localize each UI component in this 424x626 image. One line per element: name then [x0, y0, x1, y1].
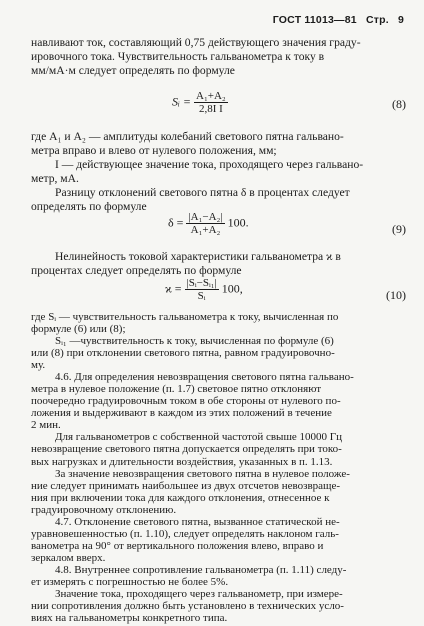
- formula-10-denominator: Sᵢ: [197, 290, 206, 302]
- text-line: поочередно градуировочным током в обе стороны от нулевого по-: [31, 395, 341, 408]
- text-line: метра в нулевое положение (п. 1.7) световое пятно отклоняют: [31, 383, 322, 396]
- text-line: нии сопротивления должно быть установлено в технических усло-: [31, 600, 344, 612]
- text-line: где Sᵢ — чувствительность гальванометра к току, вычисленная по: [31, 311, 339, 323]
- text-line: 4.7. Отклонение светового пятна, вызванное статической не-: [55, 515, 340, 528]
- text-line: 4.6. Для определения невозвращения светового пятна гальвано-: [55, 371, 354, 384]
- formula-9-tail: 100.: [227, 215, 249, 230]
- formula-9-numerator: |A₁−A₂|: [188, 211, 223, 223]
- text-line: ние следует принимать наибольшее из двух отсчетов невозвраще-: [31, 479, 341, 492]
- text-line: ложения и выдерживают в каждом из этих положений в течение: [31, 407, 332, 420]
- formula-8-fraction: [194, 90, 228, 115]
- formula-8-numerator: A₁+A₂: [196, 90, 226, 102]
- text-line: вых нагрузках и длительности воздействия, указанных в п. 1.13.: [31, 455, 333, 468]
- text-line: определять по формуле: [31, 200, 147, 213]
- text-line: ировочного тока. Чувствительность гальванометра к току в: [31, 50, 325, 63]
- text-line: ет измерять с погрешностью не более 5%.: [31, 575, 229, 588]
- formula-10-lhs: ϰ =: [165, 281, 182, 296]
- page-number: 9: [397, 14, 404, 26]
- text-line: Sᵢ₁ —чувствительность к току, вычисленная по формуле (6): [55, 335, 334, 348]
- text-line: навливают ток, составляющий 0,75 действующего значения граду-: [31, 36, 361, 49]
- text-line: Разницу отклонений светового пятна δ в процентах следует: [55, 186, 350, 199]
- formula-9-fraction: [186, 211, 224, 236]
- text-line: мм/мА·м следует определять по формуле: [31, 64, 235, 77]
- text-line: метр, мА.: [31, 172, 79, 185]
- text-line: му.: [31, 359, 46, 372]
- formula-9-number: (9): [392, 222, 406, 236]
- text-line: 2 мин.: [31, 419, 61, 432]
- page-header: [267, 14, 404, 26]
- text-line: виях на гальванометры конкретного типа.: [31, 612, 228, 624]
- text-line: За значение невозвращения светового пятна в нулевое положе-: [55, 467, 350, 480]
- standard-number: ГОСТ 11013—81: [272, 14, 357, 26]
- formula-8-lhs: Sᵢ =: [172, 94, 191, 109]
- formula-9-lhs: δ =: [168, 215, 184, 230]
- text-line: где A₁ и A₂ — амплитуды колебаний светового пятна гальвано-: [31, 130, 344, 143]
- formula-9: [168, 211, 249, 236]
- formula-10-fraction: [185, 277, 219, 302]
- text-line: I — действующее значение тока, проходящего через гальвано-: [55, 158, 364, 171]
- text-line: градуировочному отклонению.: [31, 503, 177, 516]
- text-line: Нелинейность токовой характеристики гальванометра ϰ в: [55, 250, 341, 263]
- text-line: ния при включении тока для каждого отклонения, отнесенное к: [31, 491, 330, 504]
- text-line: 4.8. Внутреннее сопротивление гальванометра (п. 1.11) следу-: [55, 563, 347, 576]
- formula-10-numerator: |Sᵢ−Sᵢ₁|: [186, 277, 217, 289]
- formula-8-denominator: 2,8I I: [198, 103, 223, 115]
- text-line: формуле (6) или (8);: [31, 323, 126, 335]
- text-line: Для гальванометров с собственной частотой свыше 10000 Гц: [55, 431, 343, 444]
- text-line: Значение тока, проходящего через гальванометр, при измере-: [55, 587, 343, 600]
- text-line: уравновешенностью (п. 1.10), следует определять наклоном галь-: [31, 527, 339, 540]
- formula-10-number: (10): [386, 288, 406, 302]
- formula-8: [172, 90, 228, 115]
- formula-8-number: (8): [392, 97, 406, 111]
- text-line: метра вправо и влево от нулевого положения, мм;: [31, 144, 277, 157]
- text-line: процентах следует определять по формуле: [31, 264, 242, 277]
- text-line: или (8) при отклонении светового пятна, равном градуировочно-: [31, 347, 335, 360]
- text-line: невозвращение светового пятна допускается определять при токо-: [31, 443, 342, 456]
- formula-10-tail: 100,: [221, 281, 243, 296]
- page-label: Стр.: [365, 14, 389, 26]
- formula-9-denominator: A₁+A₂: [190, 224, 221, 236]
- text-line: ванометра на 90° от вертикального положения влево, вправо и: [31, 539, 324, 552]
- text-line: зеркалом вверх.: [31, 551, 106, 564]
- formula-10: [165, 277, 243, 302]
